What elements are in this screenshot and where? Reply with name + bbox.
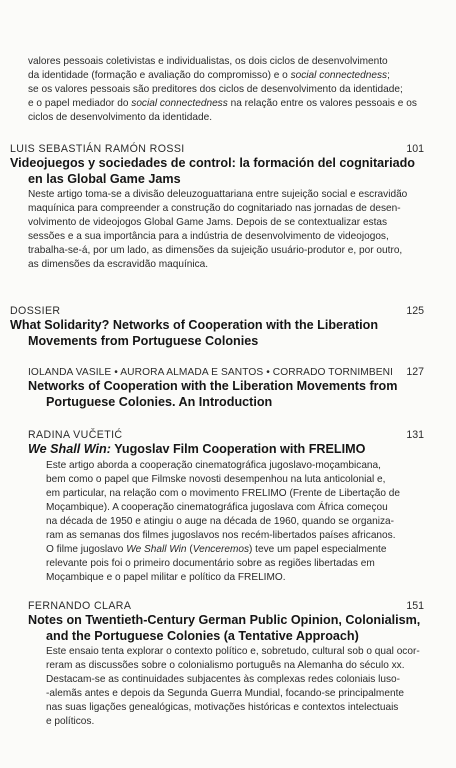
author-row — [28, 366, 424, 378]
title-line: Networks of Cooperation with the Liberation Movements from — [28, 379, 398, 393]
article-entry-introduction — [28, 366, 424, 411]
text-line: e políticos. — [46, 716, 95, 727]
article-entry-rossi — [10, 143, 424, 272]
text-line: O filme jugoslavo — [46, 543, 127, 555]
text-line: maquínica para compreender a construção do cognitariado nas jornadas de desen- — [28, 203, 401, 214]
page-number: 101 — [406, 143, 424, 155]
text-line: na década de 1950 e atingiu o auge na década de 1960, quando se organiza- — [46, 515, 394, 527]
title-line: Notes on Twentieth-Century German Public Opinion, Colonialism, — [28, 613, 421, 627]
dossier-title — [10, 318, 424, 349]
title-line: What Solidarity? Networks of Cooperation with the Liberation — [10, 318, 379, 332]
text-line: ( — [186, 543, 193, 555]
author-name: FERNANDO CLARA — [28, 600, 132, 612]
previous-abstract-continuation — [10, 55, 424, 125]
page-number: 151 — [406, 600, 424, 612]
page-number: 125 — [406, 305, 424, 317]
title-line: and the Portuguese Colonies (a Tentative Approach) — [46, 628, 359, 643]
title-line: Portuguese Colonies. An Introduction — [46, 394, 273, 409]
text-line: relevante pois foi o primeiro documentário sobre as regiões libertadas em — [46, 557, 375, 569]
text-line: ram as semanas dos filmes jugoslavos nos recém-libertados países africanos. — [46, 529, 396, 541]
author-name: LUIS SEBASTIÁN RAMÓN ROSSI — [10, 143, 185, 155]
previous-abstract-text — [10, 55, 424, 125]
title-line: en las Global Game Jams — [28, 171, 181, 186]
text-line: trabalha-se-á, por um lado, as dimensões da sujeição usuário-produtor e, por outro, — [28, 245, 403, 256]
author-row — [28, 600, 424, 612]
italic-term: Venceremos — [192, 543, 250, 555]
text-line: as dimensões da escravidão maquínica. — [28, 259, 209, 270]
article-title — [10, 156, 424, 187]
article-entry-clara — [28, 600, 424, 729]
title-italic-part: We Shall Win: — [28, 442, 111, 456]
text-line: Este artigo aborda a cooperação cinematográfica jugoslavo-moçambicana, — [46, 459, 381, 471]
title-line: Videojuegos y sociedades de control: la formación del cognitariado — [10, 156, 415, 170]
text-line: ) teve um papel especialmente — [249, 543, 387, 555]
text-line: Neste artigo toma-se a divisão deleuzoguattariana entre sujeição social e escravidão — [28, 189, 408, 200]
author-names: IOLANDA VASILE • AURORA ALMADA E SANTOS • CORRADO TORNIMBENI — [28, 367, 394, 378]
section-label-row — [10, 305, 424, 317]
text-line: Este ensaio tenta explorar o contexto político e, sobretudo, cultural sob o qual ocor- — [46, 646, 420, 657]
text-line: em particular, na relação com o movimento FRELIMO (Frente de Libertação de — [46, 487, 401, 499]
text-line: volvimento de videojogos Global Game Jams. Depois de se contextualizar estas — [28, 217, 388, 228]
text-line: ciclos de desenvolvimento da identidade. — [28, 112, 213, 123]
text-line: Moçambique e o papel militar e político da FRELIMO. — [46, 571, 286, 583]
section-label: DOSSIER — [10, 305, 61, 317]
article-title — [28, 613, 424, 644]
title-line: Movements from Portuguese Colonies — [28, 333, 259, 348]
text-line: se os valores pessoais são preditores dos ciclos de desenvolvimento da identidade; — [28, 84, 403, 95]
italic-term: We Shall Win — [126, 543, 187, 555]
dossier-section — [10, 305, 424, 350]
text-line: Moçambique). A cooperação cinematográfica jugoslava com África começou — [46, 501, 388, 513]
page-number: 131 — [406, 429, 424, 441]
text-line: e o papel mediador do — [28, 98, 132, 109]
text-line: nas suas ligações genealógicas, motivações históricas e contextos intelectuais — [46, 702, 399, 713]
text-line: reram as discussões sobre o colonialismo português na Alemanha do século xx. — [46, 660, 405, 671]
text-line: na relação entre os valores pessoais e os — [227, 98, 417, 109]
author-row — [10, 143, 424, 155]
article-title — [28, 442, 424, 458]
title-line: Yugoslav Film Cooperation with FRELIMO — [110, 442, 366, 456]
text-line: Destacam-se as continuidades subjacentes às complexas redes coloniais luso- — [46, 674, 401, 685]
article-title — [28, 379, 424, 410]
text-line: ; — [387, 70, 390, 81]
article-abstract — [10, 188, 424, 272]
text-line: bem como o papel que Filmske novosti desempenhou na luta anticolonial e, — [46, 473, 386, 485]
article-entry-vucetic — [28, 429, 424, 585]
text-line: sessões e a sua importância para a indústria de desenvolvimento de videojogos, — [28, 231, 389, 242]
text-line: -alemãs antes e depois da Segunda Guerra Mundial, focando-se principalmente — [46, 688, 404, 699]
text-line: da identidade (formação e avaliação do compromisso) e o — [28, 70, 291, 81]
author-row — [28, 429, 424, 441]
page-number: 127 — [406, 366, 424, 378]
author-name: RADINA VUČETIĆ — [28, 429, 123, 441]
article-abstract — [28, 459, 424, 585]
article-abstract — [28, 645, 424, 729]
italic-term: social connectedness — [290, 70, 388, 81]
italic-term: social connectedness — [131, 98, 228, 109]
text-line: valores pessoais coletivistas e individualistas, os dois ciclos de desenvolvimento — [28, 56, 388, 67]
